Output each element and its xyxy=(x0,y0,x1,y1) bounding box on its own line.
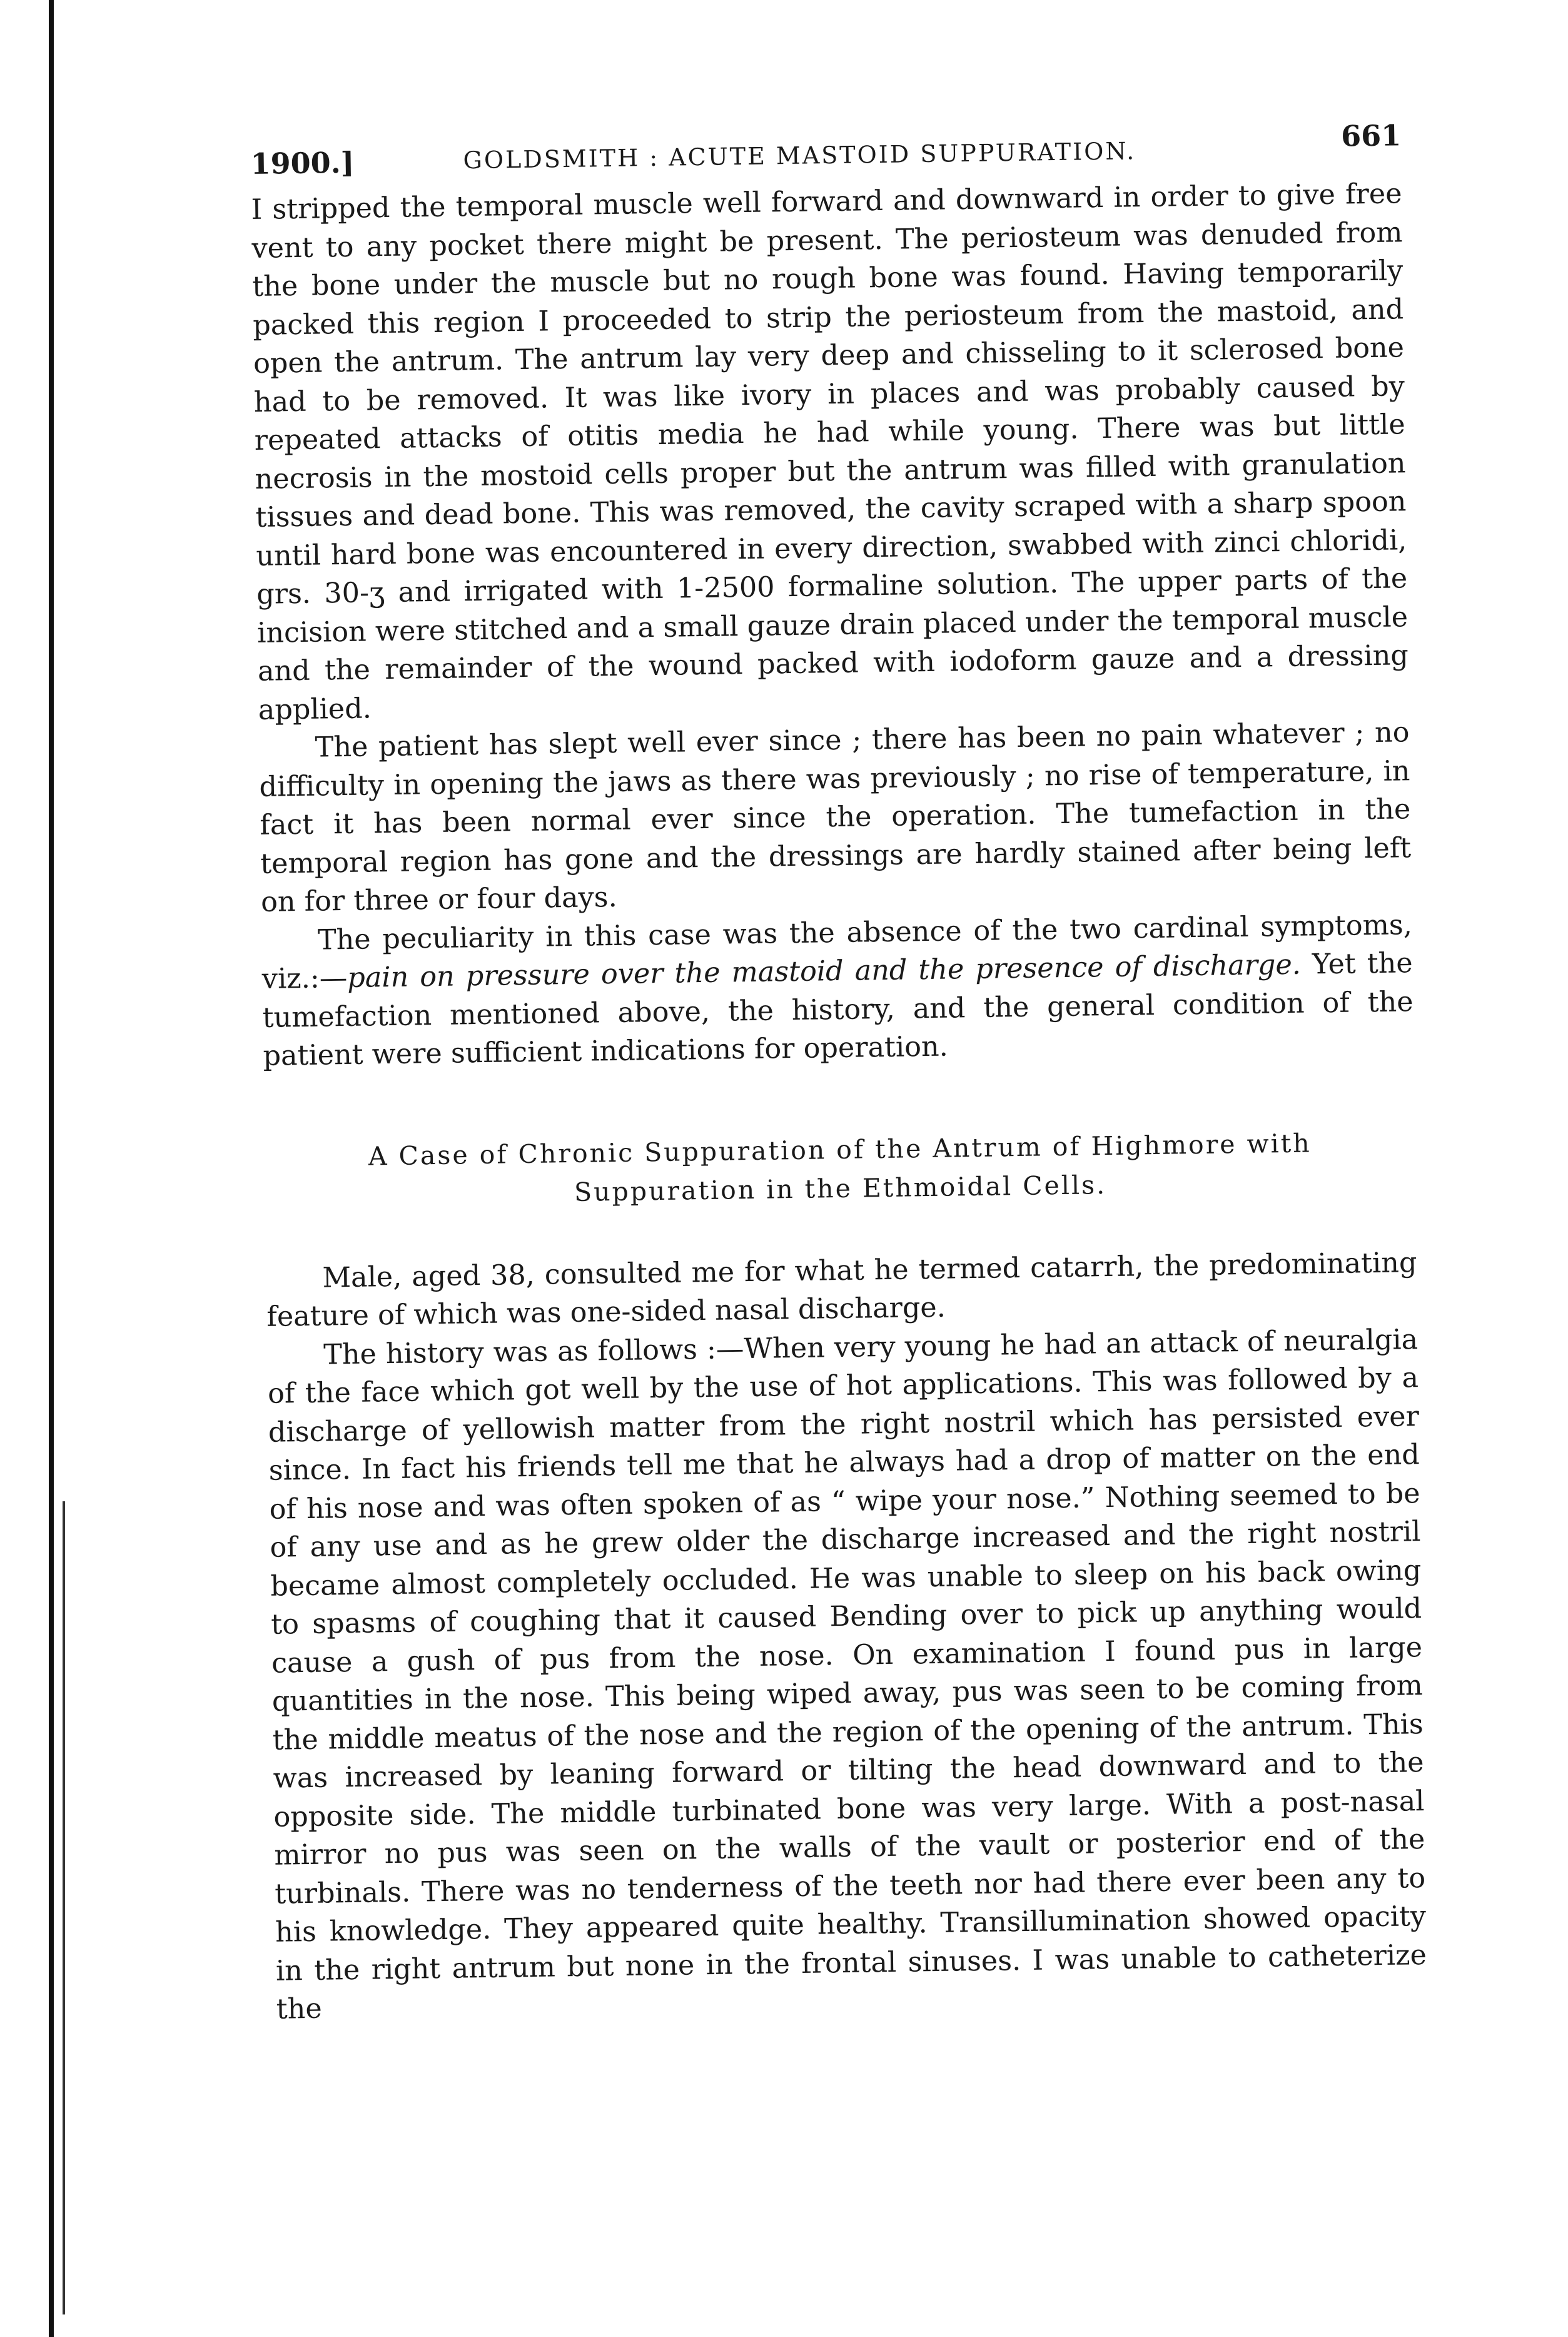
page-number: 661 xyxy=(1340,118,1402,153)
peculiarity-text-after: Yet the tumefaction mentioned above, the history, and the general condition of the patient were sufficient indications for operation. xyxy=(262,947,1414,1072)
paragraph-case-operation: I stripped the temporal muscle well forward and downward in order to give free vent to any pocket there might be present. The periosteum was denuded from the bone under the muscle but no rough bone was found. Having temporarily packed this region I proceeded to strip the periosteum from the mastoid, and open the antrum. The antrum lay very deep and chisseling to it sclerosed bone had to be removed. It was like ivory in places and was probably caused by repeated attacks of otitis media he had while young. There was but little necrosis in the mostoid cells proper but the antrum was filled with granulation tissues and dead bone. This was removed, the cavity scraped with a sharp spoon until hard bone was encountered in every direction, swabbed with zinci chloridi, grs. 30-ʒ and irrigated with 1-2500 formaline solution. The upper parts of the incision were stitched and a small gauze drain placed under the temporal muscle and the remainder of the wound packed with iodoform gauze and a dressing applied. xyxy=(251,178,1409,726)
paragraph-history: The history was as follows :—When very young he had an attack of neuralgia of the face which got well by the use of hot applications. This was followed by a discharge of yellowish matter from the right nostril which has persisted ever since. In fact his friends tell me that he always had a drop of matter on the end of his nose and was often spoken of as “ wipe your nose.” Nothing seemed to be of any use and as he grew older the discharge increased and the right nostril became almost completely occluded. He was unable to sleep on his back owing to spasms of coughing that it caused Bending over to pick up anything would cause a gush of pus from the nose. On examination I found pus in large quantities in the nose. This being wiped away, pus was seen to be coming from the middle meatus of the nose and the region of the opening of the antrum. This was increased by leaning forward or tilting the head downward and to the opposite side. The middle turbinated bone was very large. With a post-nasal mirror no pus was seen on the walls of the vault or posterior end of the turbinals. There was no tenderness of the teeth nor had there ever been any to his knowledge. They appeared quite healthy. Transillumination showed opacity in the right antrum but none in the frontal sinuses. I was unable to catheterize the xyxy=(267,1323,1427,2025)
section-heading xyxy=(264,1122,1416,1216)
scan-binding-shadow xyxy=(63,1501,65,2314)
paragraph-recovery: The patient has slept well ever since ; there has been no pain whatever ; no difficulty in opening the jaws as there was previously ; no rise of temperature, in fact it has been normal ever since the operation. The tumefaction in the temporal region has gone and the dressings are hardly stained after being left on for three or four days. xyxy=(259,716,1412,918)
section-heading-line-2: Suppuration in the Ethmoidal Cells. xyxy=(574,1169,1107,1207)
article-body xyxy=(251,175,1414,1075)
section-body xyxy=(266,1244,1427,2029)
header-year: 1900.] xyxy=(250,145,355,181)
section-heading-line-1: A Case of Chronic Suppuration of the Antrum of Highmore with xyxy=(368,1127,1312,1172)
paragraph-peculiarity xyxy=(261,906,1414,1076)
paragraph-presentation: Male, aged 38, consulted me for what he termed catarrh, the predominating feature of which was one-sided nasal discharge. xyxy=(266,1246,1417,1333)
header-title: GOLDSMITH : ACUTE MASTOID SUPPURATION. xyxy=(463,137,1136,175)
peculiarity-text-before: The peculiarity in this case was the absence of the two cardinal symptoms, viz.:— xyxy=(261,908,1413,995)
scan-binding-edge xyxy=(49,0,54,2337)
peculiarity-italic-symptoms: pain on pressure over the mastoid and the presence of discharge. xyxy=(346,948,1302,994)
document-page xyxy=(250,118,1427,2029)
